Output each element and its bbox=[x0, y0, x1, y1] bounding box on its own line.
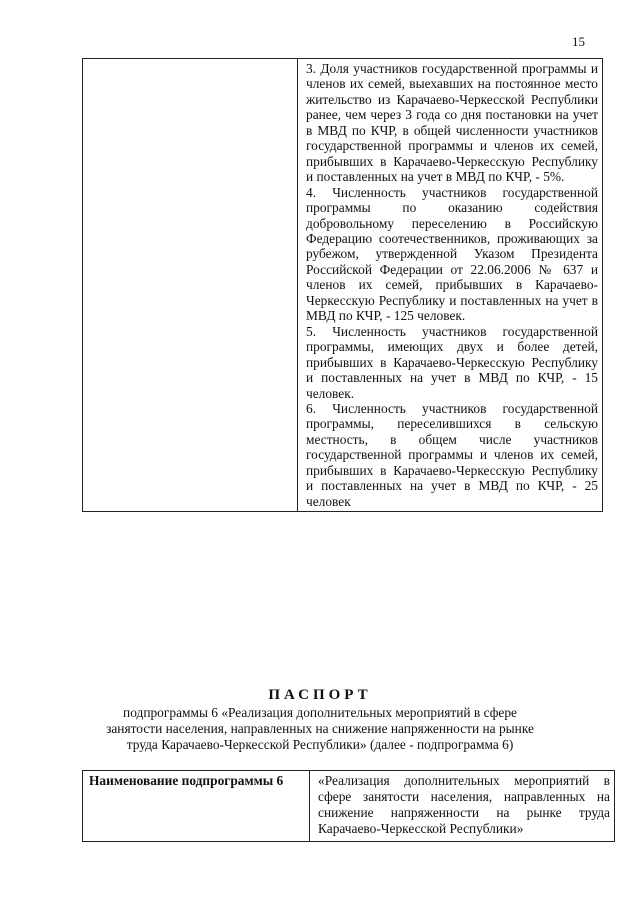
indicator-item-5: 5. Численность участников государственной программы, имеющих двух и более детей, прибывших в Карачаево-Черкесскую Республику и поставленных на учет в МВД по КЧР, - 15 человек. bbox=[306, 323, 598, 401]
table-cell-indicators bbox=[298, 59, 603, 512]
indicator-item-3: 3. Доля участников государственной программы и членов их семей, выехавших на постоянное место жительство из Карачаево-Черкесской Республики ранее, чем через 3 года со дня постановки на учет в МВД по КЧР, в общей численности участников государственной программы и членов их семей, прибывших в Карачаево-Черкесскую Республику и поставленных на учет в МВД по КЧР, - 5%. bbox=[306, 61, 598, 185]
passport-subtitle: подпрограммы 6 «Реализация дополнительных мероприятий в сфере занятости населения, направленных на снижение напряженности на рынке труда Карачаево-Черкесской Республики» (далее - подпрограмма 6) bbox=[106, 705, 534, 752]
table-row bbox=[83, 771, 615, 842]
indicator-item-6: 6. Численность участников государственной программы, переселившихся в сельскую местность, в общем числе участников государственной программы и членов их семей, прибывших в Карачаево-Черкесскую Республику и поставленных на учет в МВД по КЧР, - 25 человек bbox=[306, 400, 598, 509]
table-cell-label bbox=[83, 59, 298, 512]
page-number: 15 bbox=[572, 34, 585, 49]
table-row bbox=[83, 59, 603, 512]
indicator-item-4: 4. Численность участников государственной программы по оказанию содействия добровольному переселению в Российскую Федерацию соотечественников, проживающих за рубежом, утвержденной Указом Президента Российской Федерации от 22.06.2006 № 637 и членов их семей, прибывших в Карачаево-Черкесскую Республику и поставленных на учет в МВД по КЧР, - 125 человек. bbox=[306, 184, 598, 324]
subprogram-name-label: Наименование подпрограммы 6 bbox=[83, 771, 310, 842]
passport-table bbox=[82, 770, 615, 842]
indicators-table bbox=[82, 58, 603, 512]
subprogram-name-value: «Реализация дополнительных мероприятий в сфере занятости населения, направленных на снижение напряженности на рынке труда Карачаево-Черкесской Республики» bbox=[310, 771, 615, 842]
passport-title: ПАСПОРТ bbox=[268, 687, 372, 703]
